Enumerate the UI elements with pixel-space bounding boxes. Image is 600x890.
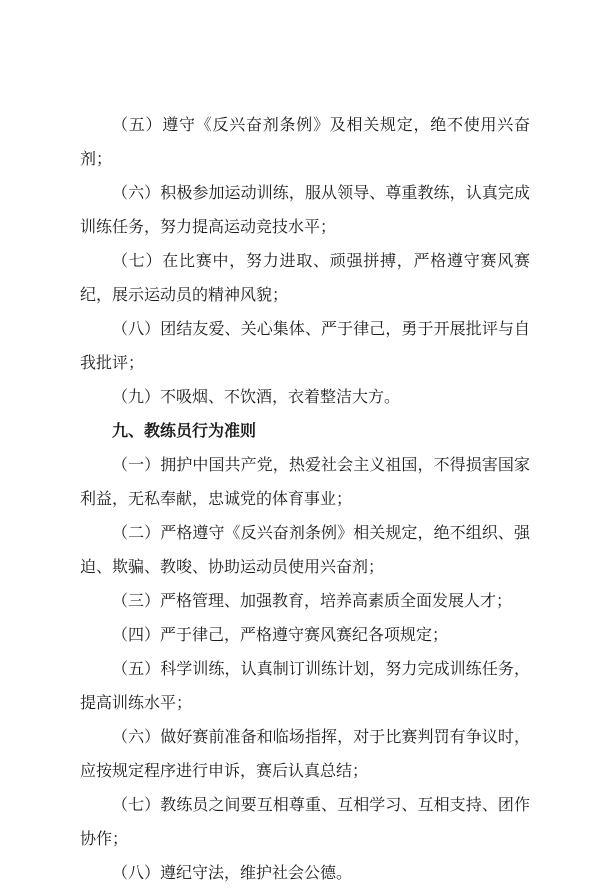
athlete-rule-8: （八）团结友爱、关心集体、严于律己，勇于开展批评与自我批评； (80, 319, 530, 372)
coach-rule-4: （四）严于律己，严格遵守赛风赛纪各项规定； (112, 625, 449, 644)
athlete-rule-5: （五）遵守《反兴奋剂条例》及相关规定，绝不使用兴奋剂； (80, 115, 530, 168)
coach-rule-3: （三）严格管理、加强教育，培养高素质全面发展人才； (112, 591, 513, 610)
coach-rule-8: （八）遵纪守法，维护社会公德。 (112, 863, 353, 882)
coach-rule-7: （七）教练员之间要互相尊重、互相学习、互相支持、团作协作； (80, 795, 530, 848)
coach-rule-2: （二）严格遵守《反兴奋剂条例》相关规定，绝不组织、强迫、欺骗、教唆、协助运动员使用兴奋剂； (80, 523, 530, 576)
document-page (80, 108, 530, 890)
coach-rule-1: （一）拥护中国共产党，热爱社会主义祖国，不得损害国家利益，无私奉献，忠诚党的体育事业； (80, 455, 530, 508)
athlete-rule-7: （七）在比赛中，努力进取、顽强拼搏，严格遵守赛风赛纪，展示运动员的精神风貌； (80, 251, 530, 304)
coach-rule-5: （五）科学训练，认真制订训练计划，努力完成训练任务，提高训练水平； (80, 659, 530, 712)
athlete-rule-6: （六）积极参加运动训练，服从领导、尊重教练，认真完成训练任务，努力提高运动竞技水平； (80, 183, 530, 236)
section-heading-coach-rules: 九、教练员行为准则 (112, 421, 257, 440)
coach-rule-6: （六）做好赛前准备和临场指挥，对于比赛判罚有争议时，应按规定程序进行申诉，赛后认真总结； (80, 727, 530, 780)
athlete-rule-9: （九）不吸烟、不饮酒，衣着整洁大方。 (112, 387, 401, 406)
